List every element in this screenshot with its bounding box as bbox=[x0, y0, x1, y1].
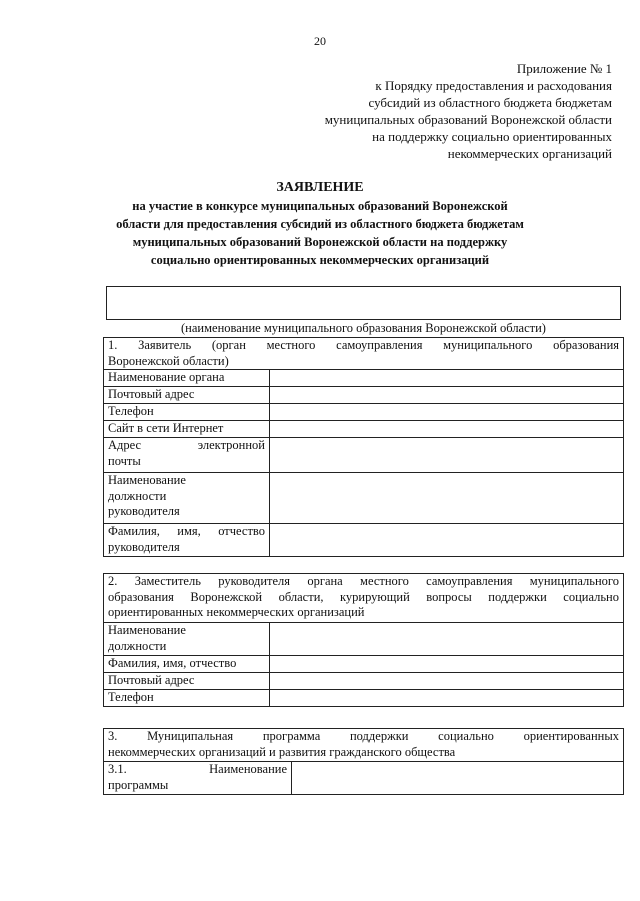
appendix-header bbox=[325, 60, 612, 162]
document-subtitle-line: муниципальных образований Воронежской области на поддержку bbox=[132, 235, 508, 249]
municipality-name-caption: (наименование муниципального образования Воронежской области) bbox=[181, 321, 546, 335]
program-name-field[interactable] bbox=[292, 762, 624, 795]
email-field[interactable] bbox=[270, 438, 624, 473]
page-number: 20 bbox=[314, 34, 326, 48]
label-postal-address: Почтовый адрес bbox=[104, 387, 270, 404]
section3-title: 3. Муниципальная программа поддержки социально ориентированных некоммерческих организаций и развития гражданского общества bbox=[104, 729, 624, 762]
label-phone: Телефон bbox=[104, 404, 270, 421]
section1-title: 1. Заявитель (орган местного самоуправления муниципального образования Воронежской области) bbox=[104, 338, 624, 370]
municipality-name-field[interactable] bbox=[106, 286, 621, 320]
appendix-line: на поддержку социально ориентированных bbox=[372, 129, 612, 144]
deputy-postal-address-field[interactable] bbox=[270, 673, 624, 690]
appendix-line: некоммерческих организаций bbox=[447, 146, 612, 161]
label-deputy-postal-address: Почтовый адрес bbox=[104, 673, 270, 690]
label-deputy-position: Наименование должности bbox=[104, 623, 270, 656]
appendix-line: к Порядку предоставления и расходования bbox=[375, 78, 612, 93]
document-heading bbox=[0, 179, 640, 269]
section2-table bbox=[103, 573, 624, 707]
phone-field[interactable] bbox=[270, 404, 624, 421]
head-full-name-field[interactable] bbox=[270, 524, 624, 557]
appendix-line: муниципальных образований Воронежской области bbox=[324, 112, 612, 127]
postal-address-field[interactable] bbox=[270, 387, 624, 404]
deputy-phone-field[interactable] bbox=[270, 690, 624, 707]
label-deputy-full-name: Фамилия, имя, отчество bbox=[104, 656, 270, 673]
section2-title: 2. Заместитель руководителя органа местного самоуправления муниципального образования Воронежской области, курирующий вопросы поддержки социально ориентированных некоммерческих организаций bbox=[104, 574, 624, 623]
label-deputy-phone: Телефон bbox=[104, 690, 270, 707]
appendix-line: субсидий из областного бюджета бюджетам bbox=[368, 95, 612, 110]
label-head-full-name: Фамилия, имя, отчество руководителя bbox=[104, 524, 270, 557]
document-title: ЗАЯВЛЕНИЕ bbox=[276, 180, 364, 195]
section1-table bbox=[103, 337, 624, 557]
deputy-full-name-field[interactable] bbox=[270, 656, 624, 673]
document-subtitle-line: социально ориентированных некоммерческих организаций bbox=[150, 253, 490, 267]
label-head-position: Наименование должности руководителя bbox=[104, 473, 270, 524]
document-subtitle-line: на участие в конкурсе муниципальных образований Воронежской bbox=[132, 199, 508, 213]
head-position-field[interactable] bbox=[270, 473, 624, 524]
website-field[interactable] bbox=[270, 421, 624, 438]
label-website: Сайт в сети Интернет bbox=[104, 421, 270, 438]
label-email: Адрес электронной почты bbox=[104, 438, 270, 473]
deputy-position-field[interactable] bbox=[270, 623, 624, 656]
document-subtitle-line: области для предоставления субсидий из областного бюджета бюджетам bbox=[116, 217, 524, 231]
label-organ-name: Наименование органа bbox=[104, 370, 270, 387]
appendix-line: Приложение № 1 bbox=[516, 61, 612, 76]
label-program-name: 3.1. Наименование программы bbox=[104, 762, 292, 795]
organ-name-field[interactable] bbox=[270, 370, 624, 387]
section3-table bbox=[103, 728, 624, 795]
